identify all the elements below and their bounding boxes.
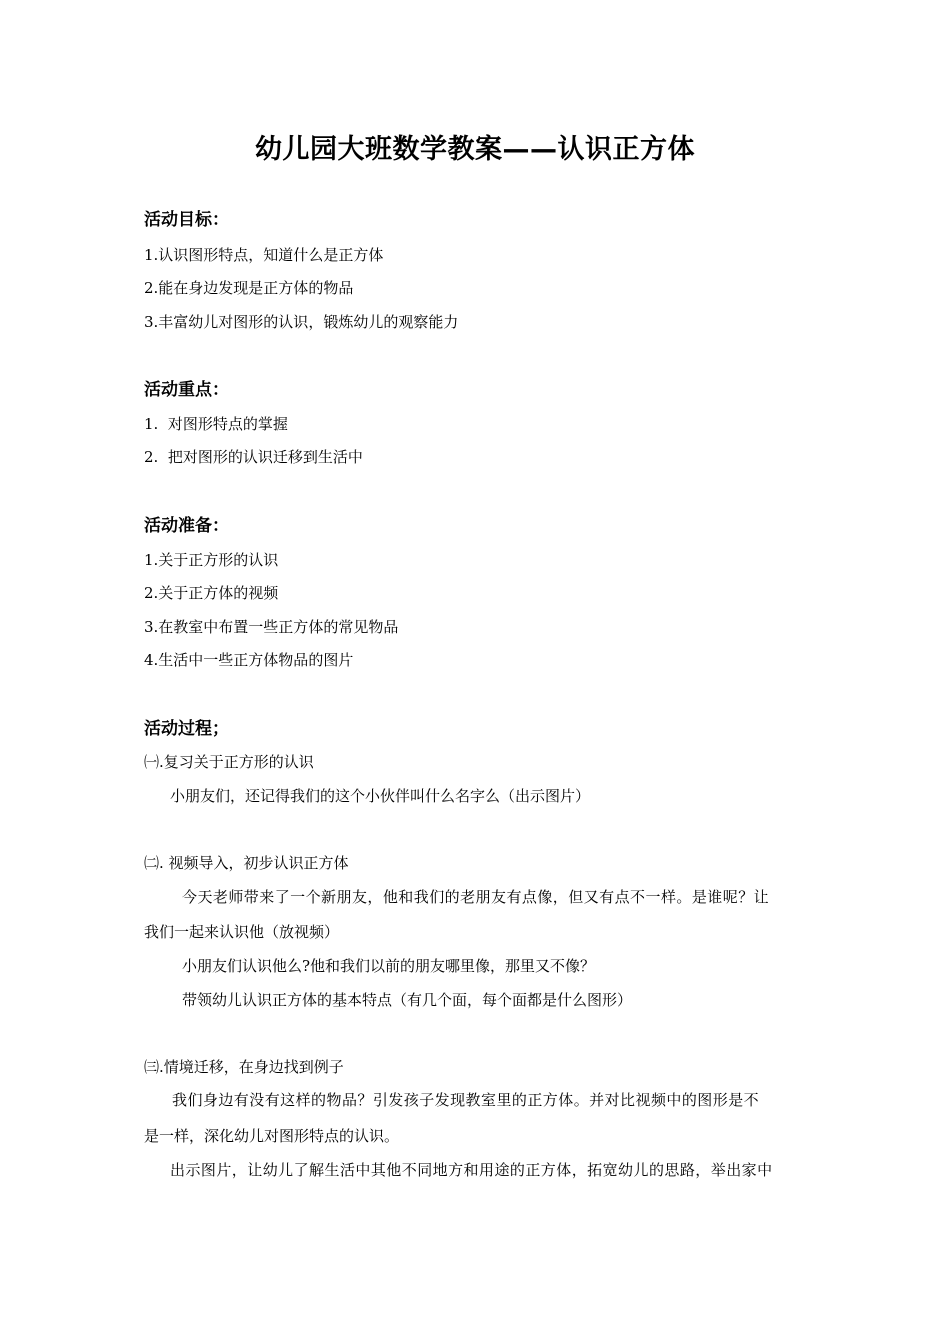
preparation-item: 4.生活中一些正方体物品的图片 [144, 651, 354, 669]
preparation-item: 1.关于正方形的认识 [144, 551, 279, 569]
step-title: ㈠.复习关于正方形的认识 [144, 753, 314, 771]
goal-item: 3.丰富幼儿对图形的认识，锻炼幼儿的观察能力 [144, 313, 459, 331]
focus-heading: 活动重点： [144, 380, 229, 400]
document-title: 幼儿园大班数学教案——认识正方体 [255, 134, 695, 165]
focus-item: 1. 对图形特点的掌握 [144, 415, 288, 433]
step-paragraph: 小朋友们，还记得我们的这个小伙伴叫什么名字么（出示图片） [170, 787, 591, 805]
step-paragraph: 是一样，深化幼儿对图形特点的认识。 [144, 1127, 400, 1145]
step-paragraph: 我们身边有没有这样的物品？引发孩子发现教室里的正方体。并对比视频中的图形是不 [172, 1091, 760, 1109]
goal-item: 2.能在身边发现是正方体的物品 [144, 279, 354, 297]
step-paragraph: 我们一起来认识他（放视频） [144, 923, 340, 941]
goal-item: 1.认识图形特点，知道什么是正方体 [144, 246, 384, 264]
process-heading: 活动过程； [144, 719, 229, 739]
step-paragraph: 带领幼儿认识正方体的基本特点（有几个面，每个面都是什么图形） [182, 991, 633, 1009]
preparation-heading: 活动准备： [144, 516, 229, 536]
step-paragraph: 出示图片，让幼儿了解生活中其他不同地方和用途的正方体，拓宽幼儿的思路，举出家中 [170, 1161, 773, 1179]
preparation-item: 2.关于正方体的视频 [144, 584, 279, 602]
preparation-item: 3.在教室中布置一些正方体的常见物品 [144, 618, 399, 636]
focus-item: 2. 把对图形的认识迁移到生活中 [144, 448, 363, 466]
step-title: ㈢.情境迁移，在身边找到例子 [144, 1058, 344, 1076]
step-paragraph: 小朋友们认识他么?他和我们以前的朋友哪里像，那里又不像？ [182, 957, 596, 975]
goals-heading: 活动目标： [144, 210, 229, 230]
step-title: ㈡. 视频导入，初步认识正方体 [144, 854, 349, 872]
step-paragraph: 今天老师带来了一个新朋友，他和我们的老朋友有点像，但又有点不一样。是谁呢？让 [182, 888, 770, 906]
